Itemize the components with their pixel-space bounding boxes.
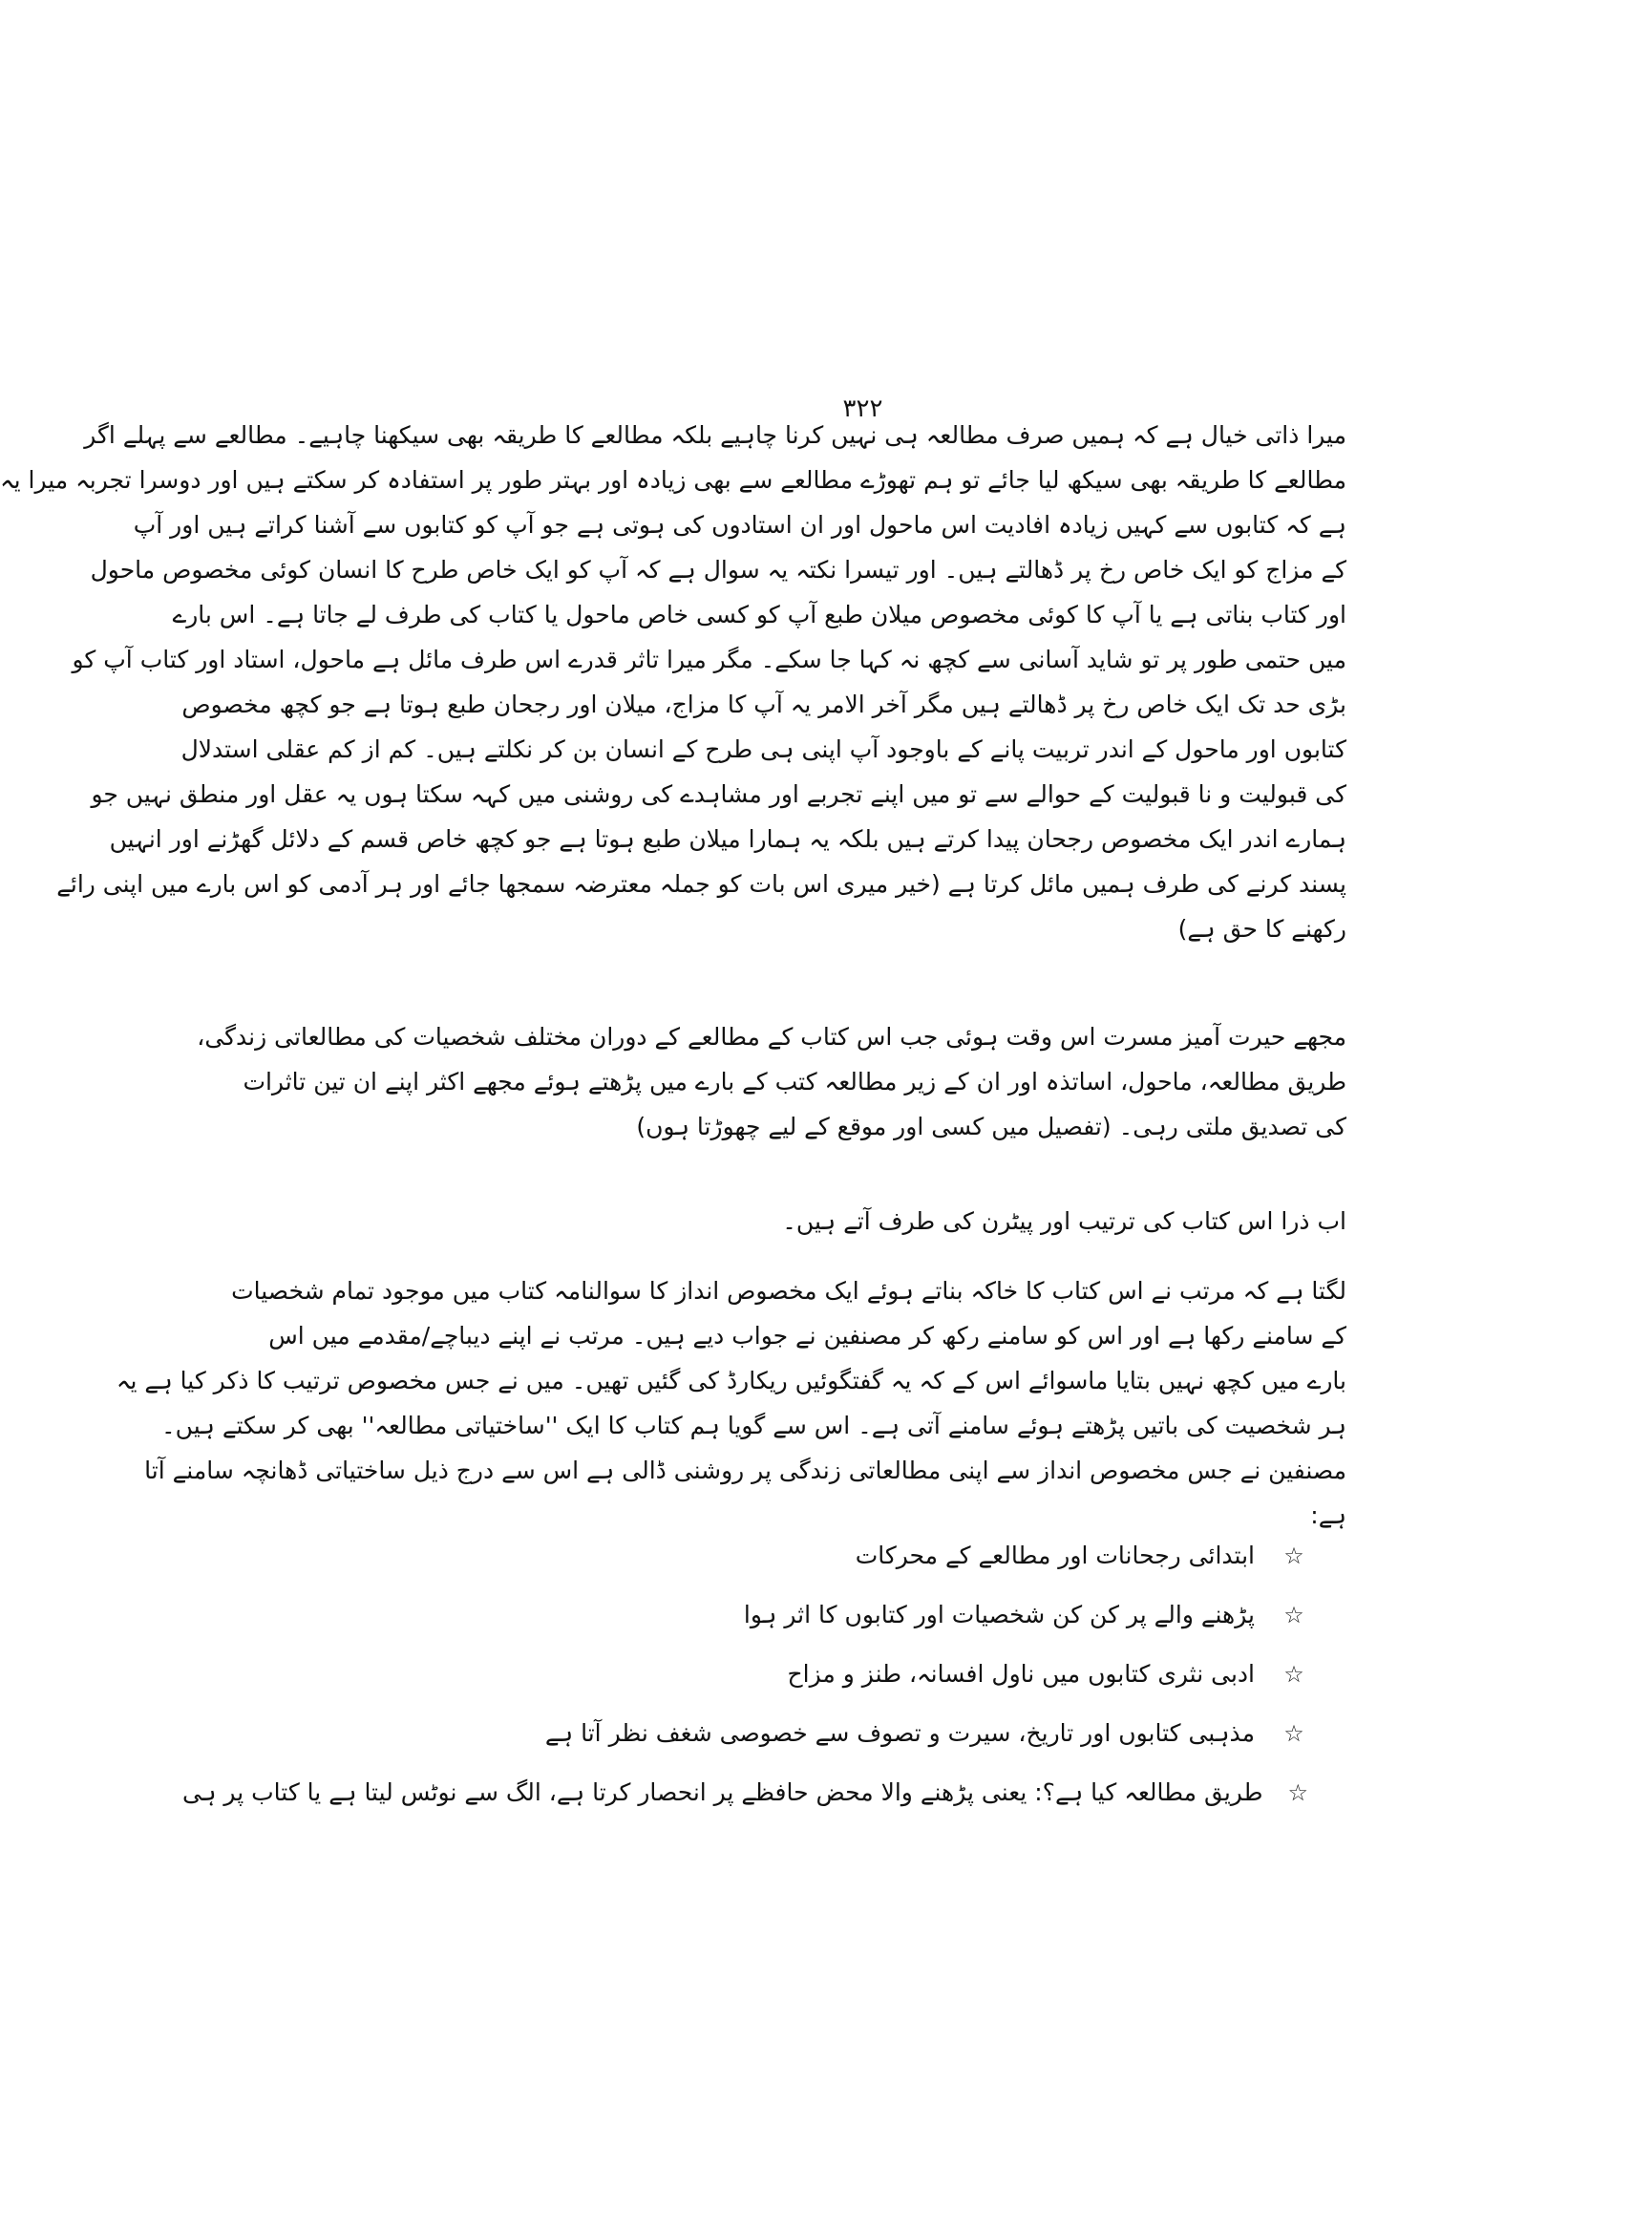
text-line: میرا ذاتی خیال ہے کہ ہمیں صرف مطالعہ ہی نہیں کرنا چاہیے بلکہ مطالعے کا طریقہ بھی سیکھنا چاہیے۔ مطالعے سے پہلے اگر [84,421,1346,449]
paragraph-surprise [197,1014,1346,1149]
text-line: رکھنے کا حق ہے) [1177,915,1346,943]
text-line: مجھے حیرت آمیز مسرت اس وقت ہوئی جب اس کتاب کے مطالعے کے دوران مختلف شخصیات کی مطالعاتی زندگی، [197,1023,1346,1051]
list-item [377,1651,1346,1696]
list-item-text: ابتدائی رجحانات اور مطالعے کے محرکات [855,1542,1255,1569]
structure-list [182,1533,1346,1829]
list-item [377,1533,1346,1578]
text-line: طریق مطالعہ، ماحول، اساتذہ اور ان کے زیر مطالعہ کتب کے بارے میں پڑھتے ہوئے مجھے اکثر اپنے ان تین تاثرات [243,1068,1346,1096]
text-line: اور کتاب بناتی ہے یا آپ کا کوئی مخصوص میلان طبع آپ کو کسی خاص ماحول یا کتاب کی طرف لے جاتا ہے۔ اس بارے [172,601,1346,628]
text-line: بارے میں کچھ نہیں بتایا ماسوائے اس کے کہ یہ گفتگوئیں ریکارڈ کی گئیں تھیں۔ میں نے جس مخصوص ترتیب کا ذکر کیا ہے یہ [116,1367,1346,1394]
list-item [377,1711,1346,1755]
list-item [182,1770,1346,1815]
list-item-text: مذہبی کتابوں اور تاریخ، سیرت و تصوف سے خصوصی شغف نظر آتا ہے [544,1719,1255,1747]
text-line: لگتا ہے کہ مرتب نے اس کتاب کا خاکہ بناتے ہوئے ایک مخصوص انداز کا سوالنامہ کتاب میں موجود تمام شخصیات [231,1277,1346,1305]
star-outline-icon: ☆ [1283,1719,1304,1747]
text-line: ہے کہ کتابوں سے کہیں زیادہ افادیت اس ماحول اور ان استادوں کی ہوتی ہے جو آپ کو کتابوں سے آشنا کراتے ہیں اور آپ [133,511,1346,539]
list-item-text: طریق مطالعہ کیا ہے؟: یعنی پڑھنے والا محض حافظے پر انحصار کرتا ہے، الگ سے نوٹس لیتا ہے یا کتاب پر ہی [182,1778,1263,1806]
list-item-text: ادبی نثری کتابوں میں ناول افسانہ، طنز و مزاح [787,1660,1255,1688]
text-line: بڑی حد تک ایک خاص رخ پر ڈھالتے ہیں مگر آخر الامر یہ آپ کا مزاج، میلان اور رجحان طبع ہوتا ہے جو کچھ مخصوص [181,691,1346,718]
list-item [377,1592,1346,1637]
text-line: کے سامنے رکھا ہے اور اس کو سامنے رکھ کر مصنفین نے جواب دیے ہیں۔ مرتب نے اپنے دیباچے/مقدمے میں اس [268,1322,1346,1350]
text-line: ہر شخصیت کی باتیں پڑھتے ہوئے سامنے آتی ہے۔ اس سے گویا ہم کتاب کا ایک ''ساختیاتی مطالعہ'' بھی کر سکتے ہیں۔ [161,1412,1346,1439]
page-number: ۳۲۲ [842,394,883,423]
text-line: ہے: [1310,1501,1346,1529]
star-outline-icon: ☆ [1287,1778,1308,1806]
star-outline-icon: ☆ [1283,1542,1304,1569]
star-outline-icon: ☆ [1283,1660,1304,1688]
text-line: کی قبولیت و نا قبولیت کے حوالے سے تو میں اپنے تجربے اور مشاہدے کی روشنی میں کہہ سکتا ہوں یہ عقل اور منطق نہیں جو [91,780,1346,808]
text-line: مصنفین نے جس مخصوص انداز سے اپنی مطالعاتی زندگی پر روشنی ڈالی ہے اس سے درج ذیل ساختیاتی ڈھانچہ سامنے آتا [144,1457,1346,1484]
text-line: کی تصدیق ملتی رہی۔ (تفصیل میں کسی اور موقع کے لیے چھوڑتا ہوں) [636,1113,1346,1140]
text-line: پسند کرنے کی طرف ہمیں مائل کرتا ہے (خیر میری اس بات کو جملہ معترضہ سمجھا جائے اور ہر آدمی کو اس بارے میں اپنی رائے [56,870,1346,898]
star-outline-icon: ☆ [1283,1601,1304,1628]
paragraph-structure [116,1268,1346,1538]
text-line: کے مزاج کو ایک خاص رخ پر ڈھالتے ہیں۔ اور تیسرا نکتہ یہ سوال ہے کہ آپ کو ایک خاص طرح کا انسان کوئی مخصوص ماحول [90,556,1346,584]
text-line: ہمارے اندر ایک مخصوص رجحان پیدا کرتے ہیں بلکہ یہ ہمارا میلان طبع ہوتا ہے جو کچھ خاص قسم کے دلائل گھڑنے اور انہیں [109,825,1346,853]
paragraph-arrangement [377,1199,1346,1244]
text-line: میں حتمی طور پر تو شاید آسانی سے کچھ نہ کہا جا سکے۔ مگر میرا تاثر قدرے اس طرف مائل ہے ماحول، استاد اور کتاب آپ کو [72,646,1346,673]
text-line: کتابوں اور ماحول کے اندر تربیت پانے کے باوجود آپ اپنی ہی طرح کے انسان بن کر نکلتے ہیں۔ کم از کم عقلی استدلال [180,735,1346,763]
text-line: مطالعے کا طریقہ بھی سیکھ لیا جائے تو ہم تھوڑے مطالعے سے بھی زیادہ اور بہتر طور پر استفادہ کر سکتے ہیں اور دوسرا تجربہ میرا یہ [0,466,1346,494]
text-line: اب ذرا اس کتاب کی ترتیب اور پیٹرن کی طرف آتے ہیں۔ [782,1207,1346,1235]
paragraph-personal-view [0,413,1346,951]
list-item-text: پڑھنے والے پر کن کن شخصیات اور کتابوں کا اثر ہوا [743,1601,1255,1628]
